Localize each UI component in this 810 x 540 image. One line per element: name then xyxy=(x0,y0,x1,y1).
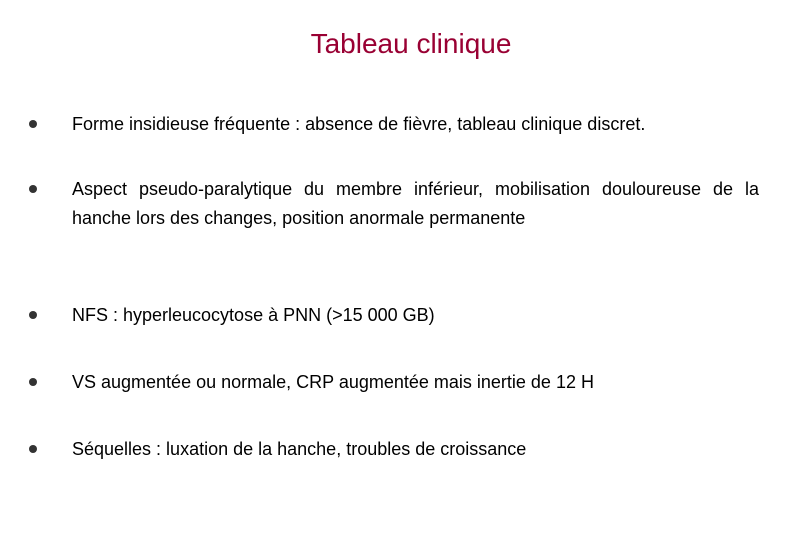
bullet-dot-icon xyxy=(29,311,37,319)
bullet-text: Séquelles : luxation de la hanche, troubles de croissance xyxy=(72,439,527,459)
bullet-text: Forme insidieuse fréquente : absence de fièvre, tableau clinique discret. xyxy=(72,114,646,134)
bullet-text: NFS : hyperleucocytose à PNN (>15 000 GB) xyxy=(72,305,435,325)
bullet-text: Aspect pseudo-paralytique du membre inférieur, mobilisation douloureuse de la hanche lors des changes, position anormale permanente xyxy=(72,179,759,228)
bullet-dot-icon xyxy=(29,120,37,128)
bullet-dot-icon xyxy=(29,185,37,193)
slide-title: Tableau clinique xyxy=(310,28,512,59)
bullet-dot-icon xyxy=(29,445,37,453)
bullet-dot-icon xyxy=(29,378,37,386)
bullet-text: VS augmentée ou normale, CRP augmentée mais inertie de 12 H xyxy=(72,372,594,392)
